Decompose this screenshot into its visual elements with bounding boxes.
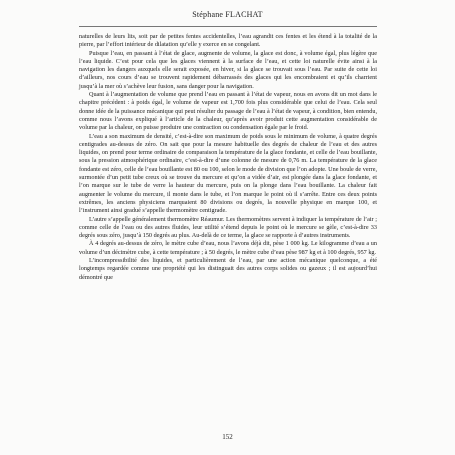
paragraph: naturelles de leurs lits, soit par de petites fentes accidentelles, l’eau agrandit ces fentes et les étend à la totalité de la pierre, par l’effort intérieur de dilatation qu’elle y exerce en se congelant. bbox=[79, 33, 377, 49]
running-header: Stéphane FLACHAT bbox=[192, 10, 263, 19]
paragraph: L’autre s’appelle généralement thermomètre Réaumur. Les thermomètres servent à indiquer la température de l’air ; comme celle de l’eau ou des autres fluides, leur utilité s’étend depuis le point où le mercure se gèle, c’est-à-dire 33 degrés sous zéro, jusqu’à 150 degrés au plus. Au-delà de ce terme, la glace se rapporte à d’autres instruments. bbox=[79, 215, 377, 240]
paragraph: Puisque l’eau, en passant à l’état de glace, augmente de volume, la glace est donc, à volume égal, plus légère que l’eau liquide. C’est pour cela que les glaces viennent à la surface de l’eau, et cette loi naturelle évite ainsi à la navigation les dangers auxquels elle serait exposée, en hiver, si la glace se trouvait sous l’eau. Par suite de cette loi d’ailleurs, nos cours d’eau se trouvent rapidement débarrassés des glaces qui les encombraient et qu’ils charrient jusqu’à la mer où s’achève leur fusion, sans danger pour la navigation. bbox=[79, 49, 377, 90]
paragraph: Quant à l’augmentation de volume que prend l’eau en passant à l’état de vapeur, nous en avons dit un mot dans le chapitre précédent : à poids égal, le volume de vapeur est 1,700 fois plus considérable que celui de l’eau. Cela seul donne idée de la puissance mécanique qui peut résulter du passage de l’eau à l’état de vapeur, à condition, bien entendu, comme nous l’avons expliqué à l’article de la chaleur, qu’après avoir produit cette augmentation considérable de volume par la chaleur, on puisse produire une contraction ou condensation égale par le froid. bbox=[79, 91, 377, 132]
paragraph: L’incompressibilité des liquides, et particulièrement de l’eau, par une action mécanique quelconque, a été longtemps regardée comme une propriété qui les distinguait des autres corps solides ou gazeux ; il est aujourd’hui démontré que bbox=[79, 257, 377, 281]
page-number: 152 bbox=[222, 433, 233, 441]
header-rule bbox=[79, 26, 377, 27]
paragraph: À 4 degrés au-dessus de zéro, le mètre cube d’eau, nous l’avons déjà dit, pèse 1 000 kg. Le kilogramme d’eau a un volume d’un décimètre cube, à cette température ; à 50 degrés, le mètre cube d’eau pèse 987 kg et à 100 degrés, 957 kg. bbox=[79, 240, 377, 256]
body-text bbox=[79, 33, 377, 282]
paragraph: L’eau a son maximum de densité, c’est-à-dire son maximum de poids sous le minimum de volume, à quatre degrés centigrades au-dessus de zéro. On sait que pour la mesure habituelle des degrés de chaleur de l’eau et des autres liquides, on prend pour terme ordinaire de comparaison la température de la glace fondante, et celle de l’eau bouillante, sous la pression atmosphérique ordinaire, c’est-à-dire d’une colonne de mesure de 0,76 m. La température de la glace fondante est zéro, celle de l’eau bouillante est 80 ou 100, selon le mode de division que l’on adopte. Une boule de verre, surmontée d’un petit tube creux où se trouve du mercure et qu’on a vidée d’air, est plongée dans la glace fondante, et l’on marque sur le tube de verre la hauteur du mercure, puis on la plonge dans l’eau bouillante. La chaleur fait augmenter le volume du mercure, il monte dans le tube, et l’on marque le point où il s’arrête. Entre ces deux points extrêmes, les anciens physiciens marquaient 80 divisions ou degrés, la nouvelle physique en marque 100, et l’instrument ainsi gradué s’appelle thermomètre centigrade. bbox=[79, 132, 377, 215]
